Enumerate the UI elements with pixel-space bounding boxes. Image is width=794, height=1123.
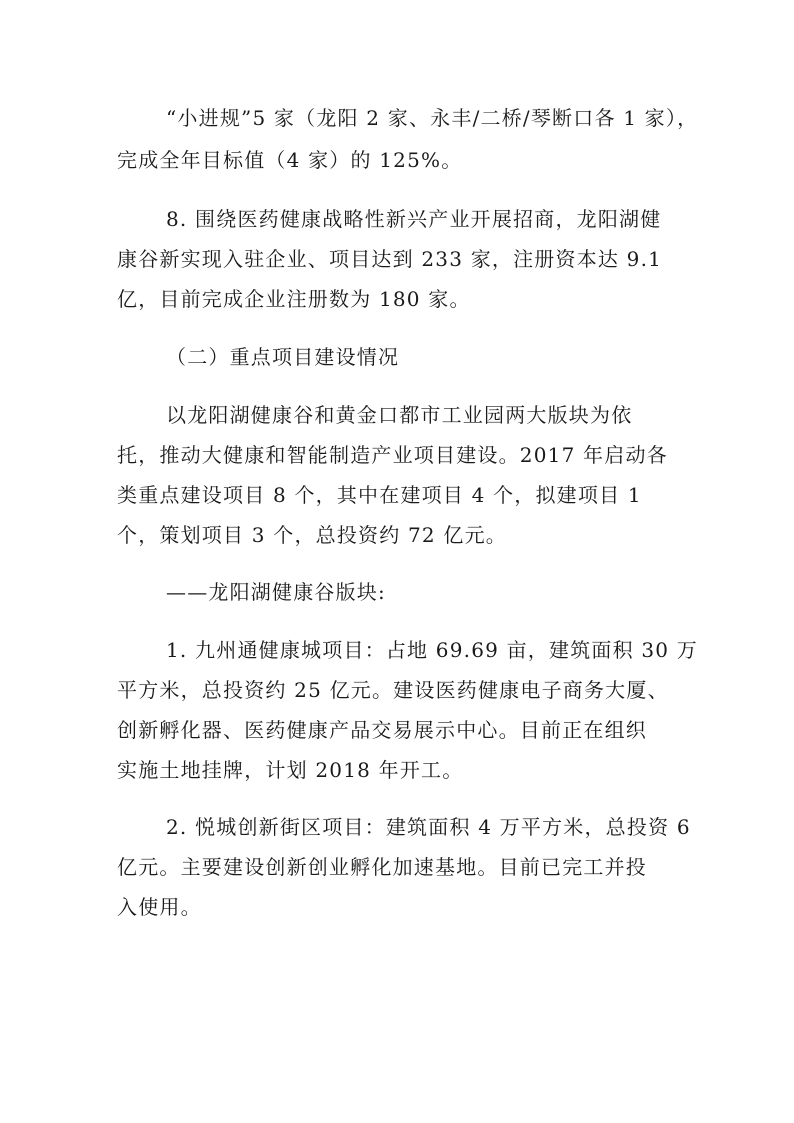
paragraph-line: 1. 九州通健康城项目：占地 69.69 亩，建筑面积 30 万 bbox=[166, 638, 698, 662]
paragraph-line: 实施土地挂牌，计划 2018 年开工。 bbox=[117, 758, 464, 782]
paragraph-line: 创新孵化器、医药健康产品交易展示中心。目前正在组织 bbox=[117, 718, 647, 742]
section-heading: （二）重点项目建设情况 bbox=[166, 345, 400, 369]
paragraph-line: 亿，目前完成企业注册数为 180 家。 bbox=[117, 287, 471, 311]
paragraph-line: 亿元。主要建设创新创业孵化加速基地。目前已完工并投 bbox=[117, 855, 647, 879]
paragraph-line: 康谷新实现入驻企业、项目达到 233 家，注册资本达 9.1 bbox=[117, 247, 663, 271]
paragraph-line: “小进规”5 家（龙阳 2 家、永丰/二桥/琴断口各 1 家）， bbox=[166, 106, 699, 130]
paragraph-line: 类重点建设项目 8 个，其中在建项目 4 个，拟建项目 1 bbox=[117, 483, 642, 507]
paragraph-line: 托，推动大健康和智能制造产业项目建设。2017 年启动各 bbox=[117, 443, 668, 467]
paragraph-line: 2. 悦城创新街区项目：建筑面积 4 万平方米，总投资 6 bbox=[166, 815, 691, 839]
paragraph-line: 以龙阳湖健康谷和黄金口都市工业园两大版块为依 bbox=[166, 403, 633, 427]
paragraph-line: 个，策划项目 3 个，总投资约 72 亿元。 bbox=[117, 523, 508, 547]
paragraph-line: 入使用。 bbox=[117, 895, 202, 919]
paragraph-line: 8. 围绕医药健康战略性新兴产业开展招商，龙阳湖健 bbox=[166, 207, 662, 231]
paragraph-line: 平方米，总投资约 25 亿元。建设医药健康电子商务大厦、 bbox=[117, 678, 669, 702]
subsection-heading: ——龙阳湖健康谷版块: bbox=[166, 580, 386, 604]
paragraph-line: 完成全年目标值（4 家）的 125%。 bbox=[117, 148, 463, 172]
